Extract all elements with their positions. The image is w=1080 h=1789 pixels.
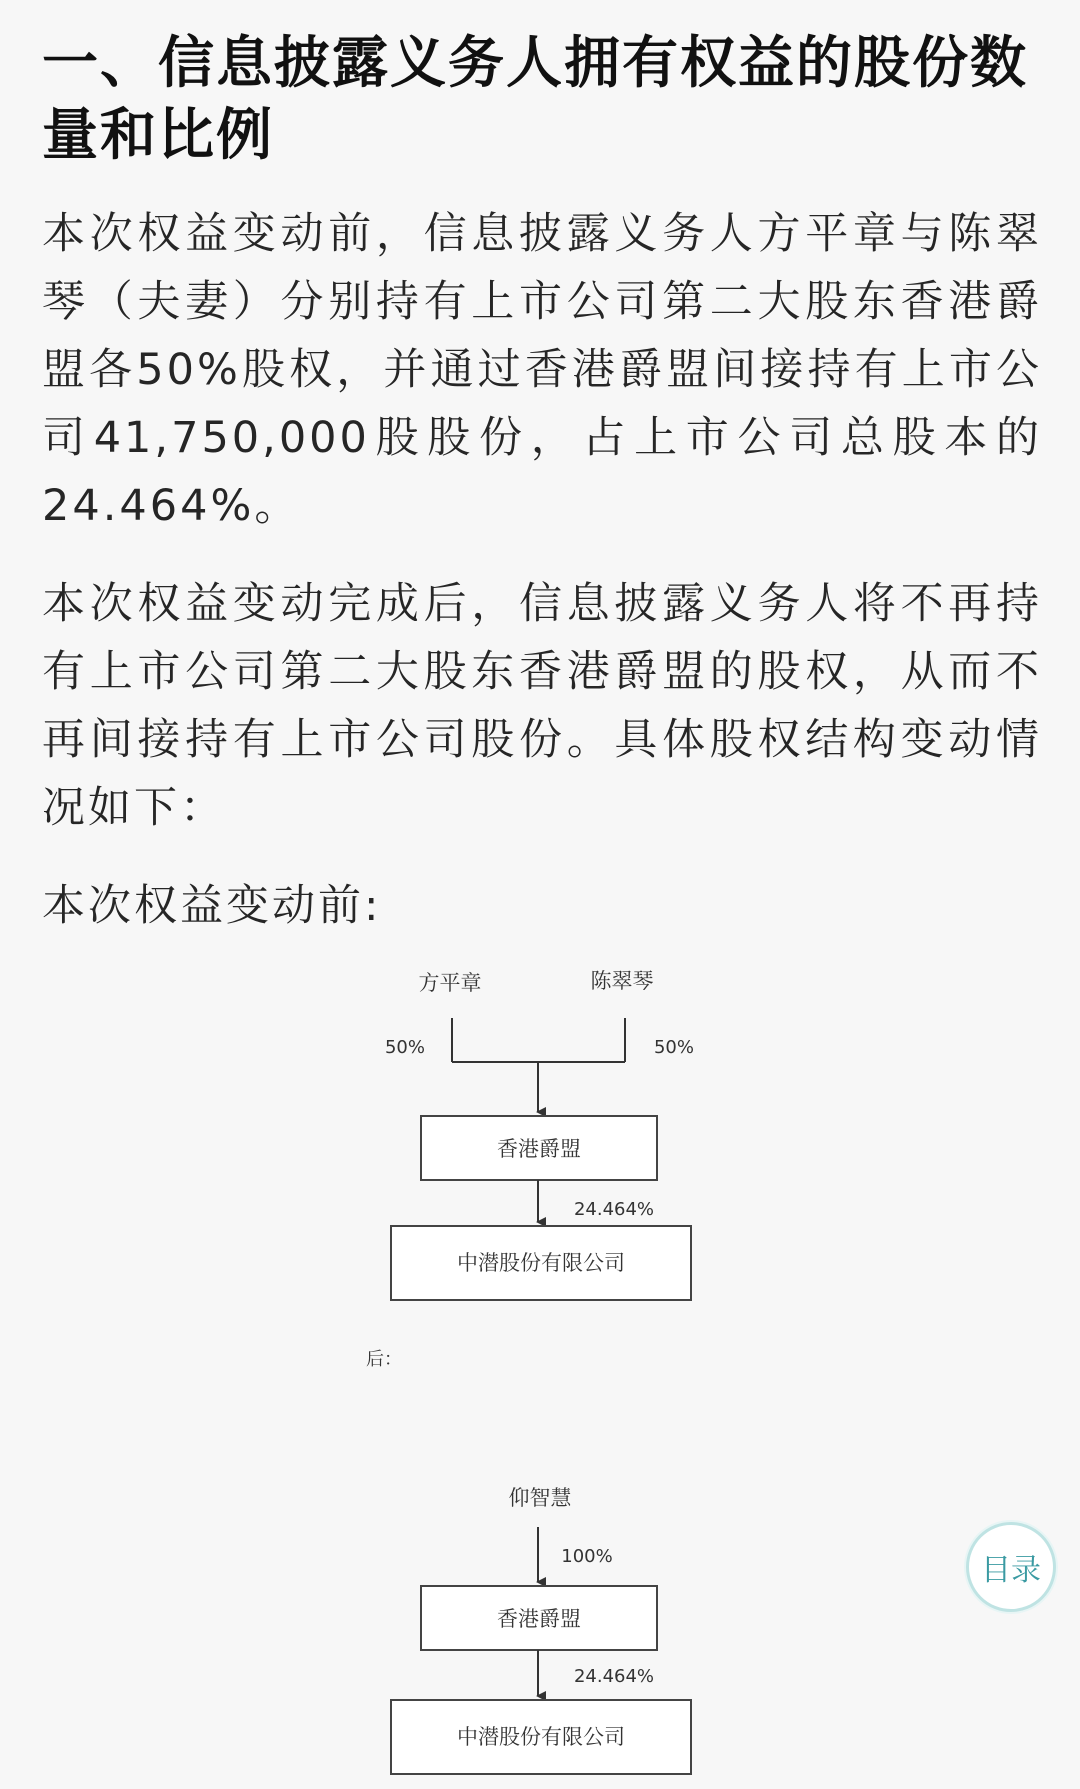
pct-yang: 100% bbox=[561, 1546, 613, 1567]
pct-fang: 50% bbox=[384, 1037, 426, 1058]
section-heading: 一、信息披露义务人拥有权益的股份数量和比例 bbox=[42, 31, 1028, 168]
middle-entity-label: 香港爵盟 bbox=[497, 1137, 581, 1161]
holder-fang: 方平章 bbox=[418, 971, 482, 995]
holder-chen: 陈翠琴 bbox=[590, 969, 654, 993]
diagram-svg bbox=[0, 940, 1080, 1789]
company-label: 中潜股份有限公司 bbox=[457, 1251, 625, 1275]
holder-yang: 仰智慧 bbox=[508, 1486, 572, 1510]
label-before-change: 本次权益变动前: bbox=[42, 881, 382, 931]
pct-to-company-after: 24.464% bbox=[573, 1666, 655, 1687]
pct-chen: 50% bbox=[653, 1037, 695, 1058]
company-label-after: 中潜股份有限公司 bbox=[457, 1725, 625, 1749]
paragraph-before-change: 本次权益变动前，信息披露义务人方平章与陈翠琴（夫妻）分别持有上市公司第二大股东香港爵盟各50%股权，并通过香港爵盟间接持有上市公司41,750,000股股份，占上市公司总股本的24.464%。 bbox=[42, 209, 1042, 531]
table-of-contents-button[interactable]: 目录 bbox=[966, 1522, 1056, 1612]
after-change-label-partial: 后： bbox=[366, 1349, 402, 1370]
equity-structure-diagram bbox=[0, 940, 1080, 1789]
middle-entity-label-after: 香港爵盟 bbox=[497, 1607, 581, 1631]
paragraph-after-change: 本次权益变动完成后，信息披露义务人将不再持有上市公司第二大股东香港爵盟的股权，从而不再间接持有上市公司股份。具体股权结构变动情况如下： bbox=[42, 579, 1042, 833]
pct-to-company: 24.464% bbox=[573, 1199, 655, 1220]
